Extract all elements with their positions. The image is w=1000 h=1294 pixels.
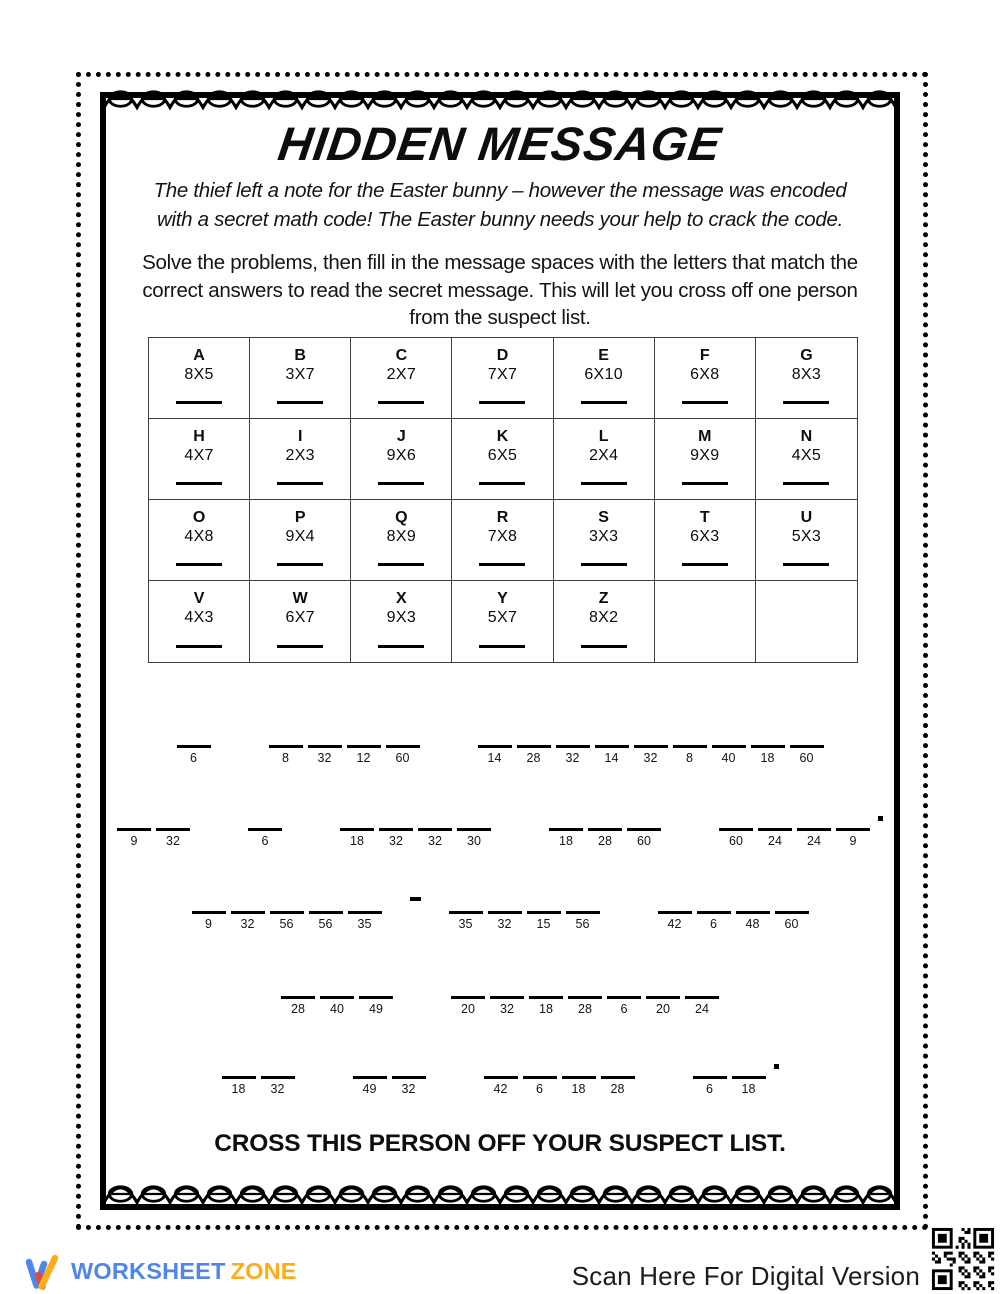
- code-cell: [554, 338, 655, 419]
- answer-blank: [176, 482, 222, 485]
- code-cell: [250, 500, 351, 581]
- letter-blank: 14: [478, 745, 512, 765]
- letter-blank: 18: [549, 828, 583, 848]
- letter-blank: 18: [529, 996, 563, 1016]
- letter-blank: 48: [736, 911, 770, 931]
- code-letter: U: [800, 509, 813, 526]
- letter-blank: 40: [320, 996, 354, 1016]
- code-letter: Z: [598, 590, 609, 607]
- code-letter: V: [193, 590, 205, 607]
- code-cell: [250, 338, 351, 419]
- letter-blank: 49: [353, 1076, 387, 1096]
- code-cell: [452, 581, 553, 662]
- code-cell: [250, 419, 351, 500]
- letter-blank: 24: [797, 828, 831, 848]
- letter-blank: 6: [607, 996, 641, 1016]
- letter-blank: 20: [451, 996, 485, 1016]
- code-problem: 8X3: [791, 366, 822, 383]
- code-cell: [452, 419, 553, 500]
- code-cell: [149, 500, 250, 581]
- letter-blank: 6: [693, 1076, 727, 1096]
- scan-here-text: Scan Here For Digital Version: [571, 1261, 920, 1291]
- code-problem: 6X7: [285, 609, 315, 626]
- letter-blank: 6: [177, 745, 211, 765]
- letter-blank: 28: [568, 996, 602, 1016]
- letter-blank: 24: [758, 828, 792, 848]
- code-problem: 6X5: [487, 447, 518, 464]
- code-problem: 6X10: [584, 366, 623, 383]
- code-problem: 3X3: [588, 528, 619, 545]
- letter-blank: 60: [719, 828, 753, 848]
- answer-blank: [277, 645, 323, 648]
- letter-blank: 35: [449, 911, 483, 931]
- brand-zone: ZONE: [230, 1257, 297, 1284]
- qr-code: [929, 1225, 997, 1293]
- code-problem: 4X3: [184, 609, 214, 626]
- answer-blank: [581, 563, 627, 566]
- answer-blank: [378, 563, 424, 566]
- instructions-text: [0, 249, 1000, 332]
- code-letter: T: [699, 509, 710, 526]
- letter-blank: 42: [484, 1076, 518, 1096]
- code-problem: 4X8: [184, 528, 214, 545]
- code-letter: W: [292, 590, 308, 607]
- code-letter: O: [192, 509, 206, 526]
- code-letter: A: [193, 347, 205, 364]
- instructions-line-2: correct answers to read the secret message. This will let you cross off one person: [142, 278, 858, 302]
- letter-blank: 9: [192, 911, 226, 931]
- code-cell: [756, 419, 857, 500]
- code-problem: 9X3: [386, 609, 417, 626]
- code-cell: [756, 338, 857, 419]
- letter-blank: 6: [697, 911, 731, 931]
- code-problem: 6X3: [690, 528, 720, 545]
- code-cell: [250, 581, 351, 662]
- letter-blank: 28: [517, 745, 551, 765]
- code-letter: J: [396, 428, 406, 445]
- letter-blank: 60: [627, 828, 661, 848]
- code-problem: 9X6: [386, 447, 417, 464]
- letter-blank: 28: [601, 1076, 635, 1096]
- code-cell: [351, 419, 452, 500]
- answer-blank: [176, 401, 222, 404]
- letter-blank: 28: [281, 996, 315, 1016]
- worksheetzone-logo: [24, 1251, 297, 1291]
- letter-blank: 18: [222, 1076, 256, 1096]
- code-letter: B: [294, 347, 306, 364]
- letter-blank: 6: [248, 828, 282, 848]
- answer-blank: [277, 482, 323, 485]
- chain-ornament-bottom: [104, 1180, 896, 1208]
- code-letter: Q: [395, 509, 408, 526]
- answer-blank: [581, 482, 627, 485]
- instructions-line-1: Solve the problems, then fill in the message spaces with the letters that match the: [142, 251, 858, 274]
- answer-blank: [682, 563, 728, 566]
- letter-blank: 8: [673, 745, 707, 765]
- letter-blank: 9: [836, 828, 870, 848]
- instructions-line-3: from the suspect list.: [409, 306, 591, 329]
- cross-off-text: CROSS THIS PERSON OFF YOUR SUSPECT LIST.: [214, 1130, 786, 1157]
- code-letter: G: [800, 347, 813, 364]
- code-cell: [351, 338, 452, 419]
- answer-blank: [479, 645, 525, 648]
- code-problem: 9X4: [285, 528, 315, 545]
- chain-ornament-top: [104, 85, 896, 113]
- code-cell: [756, 500, 857, 581]
- answer-blank: [378, 645, 424, 648]
- letter-blank: 35: [348, 911, 382, 931]
- code-problem: 3X7: [285, 366, 315, 383]
- code-letter: X: [396, 590, 407, 607]
- code-cell: [452, 338, 553, 419]
- answer-blank: [479, 401, 525, 404]
- code-letter: E: [598, 347, 609, 364]
- code-problem: 7X8: [487, 528, 518, 545]
- letter-blank: 18: [751, 745, 785, 765]
- code-problem: 2X4: [588, 447, 619, 464]
- code-problem: 9X9: [690, 447, 720, 464]
- code-letter: M: [698, 428, 712, 445]
- code-problem: 8X5: [184, 366, 214, 383]
- code-letter: K: [496, 428, 509, 445]
- letter-blank: 56: [566, 911, 600, 931]
- answer-blank: [581, 401, 627, 404]
- code-cell: [452, 500, 553, 581]
- code-problem: 4X7: [184, 447, 214, 464]
- page-title: HIDDEN MESSAGE: [275, 117, 725, 170]
- code-letter: I: [297, 428, 303, 445]
- code-cell: [655, 338, 756, 419]
- answer-blank: [378, 482, 424, 485]
- intro-line-2: with a secret math code! The Easter bunny needs your help to crack the code.: [157, 207, 843, 231]
- letter-blank: 32: [308, 745, 342, 765]
- code-cell: [149, 581, 250, 662]
- letter-blank: 28: [588, 828, 622, 848]
- code-letter: R: [496, 509, 509, 526]
- letter-blank: 40: [712, 745, 746, 765]
- answer-blank: [783, 401, 829, 404]
- code-cell: [351, 581, 452, 662]
- letter-blank: 32: [379, 828, 413, 848]
- code-problem: 7X7: [487, 366, 518, 383]
- answer-blank: [176, 645, 222, 648]
- code-letter: H: [193, 428, 205, 445]
- letter-blank: 42: [658, 911, 692, 931]
- answer-blank: [176, 563, 222, 566]
- worksheetzone-logo-icon: [24, 1251, 64, 1291]
- letter-blank: 32: [156, 828, 190, 848]
- code-letter: D: [496, 347, 509, 364]
- code-problem: 6X8: [690, 366, 720, 383]
- code-cell: [655, 500, 756, 581]
- code-problem: 4X5: [791, 447, 822, 464]
- letter-blank: 32: [231, 911, 265, 931]
- answer-blank: [277, 401, 323, 404]
- letter-blank: 56: [309, 911, 343, 931]
- letter-blank: 32: [490, 996, 524, 1016]
- code-letter: C: [395, 347, 408, 364]
- answer-blank: [682, 401, 728, 404]
- answer-blank: [378, 401, 424, 404]
- letter-blank: 15: [527, 911, 561, 931]
- code-cell: [149, 419, 250, 500]
- letter-blank: 20: [646, 996, 680, 1016]
- intro-text: [0, 177, 1000, 234]
- code-problem: 2X7: [386, 366, 417, 383]
- answer-blank: [682, 482, 728, 485]
- brand-worksheet: WORKSHEET: [71, 1257, 226, 1284]
- code-letter: L: [598, 428, 609, 445]
- worksheetzone-logo-text: [71, 1258, 297, 1285]
- code-problem: 8X2: [588, 609, 619, 626]
- code-cell: [149, 338, 250, 419]
- letter-blank: 60: [790, 745, 824, 765]
- code-letter: S: [598, 509, 609, 526]
- answer-blank: [479, 482, 525, 485]
- code-letter: F: [699, 347, 710, 364]
- code-cell: [756, 581, 857, 662]
- letter-blank: 30: [457, 828, 491, 848]
- letter-blank: 14: [595, 745, 629, 765]
- code-cell: [554, 500, 655, 581]
- letter-blank: 32: [556, 745, 590, 765]
- code-letter: N: [800, 428, 813, 445]
- letter-blank: 60: [386, 745, 420, 765]
- code-problem: 5X7: [487, 609, 518, 626]
- letter-blank: 32: [261, 1076, 295, 1096]
- code-problem: 2X3: [285, 447, 315, 464]
- letter-blank: 49: [359, 996, 393, 1016]
- letter-blank: 32: [488, 911, 522, 931]
- code-cell: [351, 500, 452, 581]
- code-cell: [655, 581, 756, 662]
- answer-blank: [581, 645, 627, 648]
- code-cell: [554, 581, 655, 662]
- letter-blank: 8: [269, 745, 303, 765]
- answer-blank: [277, 563, 323, 566]
- letter-blank: 32: [392, 1076, 426, 1096]
- letter-blank: 9: [117, 828, 151, 848]
- letter-blank: 6: [523, 1076, 557, 1096]
- answer-blank: [783, 482, 829, 485]
- letter-blank: 18: [562, 1076, 596, 1096]
- code-letter: Y: [497, 590, 508, 607]
- code-cell: [554, 419, 655, 500]
- letter-blank: 32: [634, 745, 668, 765]
- code-table: [148, 337, 858, 663]
- answer-blank: [479, 563, 525, 566]
- letter-blank: 12: [347, 745, 381, 765]
- answer-blank: [783, 563, 829, 566]
- code-problem: 8X9: [386, 528, 417, 545]
- code-cell: [655, 419, 756, 500]
- letter-blank: 18: [732, 1076, 766, 1096]
- code-letter: P: [294, 509, 306, 526]
- letter-blank: 24: [685, 996, 719, 1016]
- letter-blank: 18: [340, 828, 374, 848]
- code-problem: 5X3: [791, 528, 822, 545]
- intro-line-1: The thief left a note for the Easter bunny – however the message was encoded: [153, 179, 847, 202]
- letter-blank: 56: [270, 911, 304, 931]
- letter-blank: 60: [775, 911, 809, 931]
- letter-blank: 32: [418, 828, 452, 848]
